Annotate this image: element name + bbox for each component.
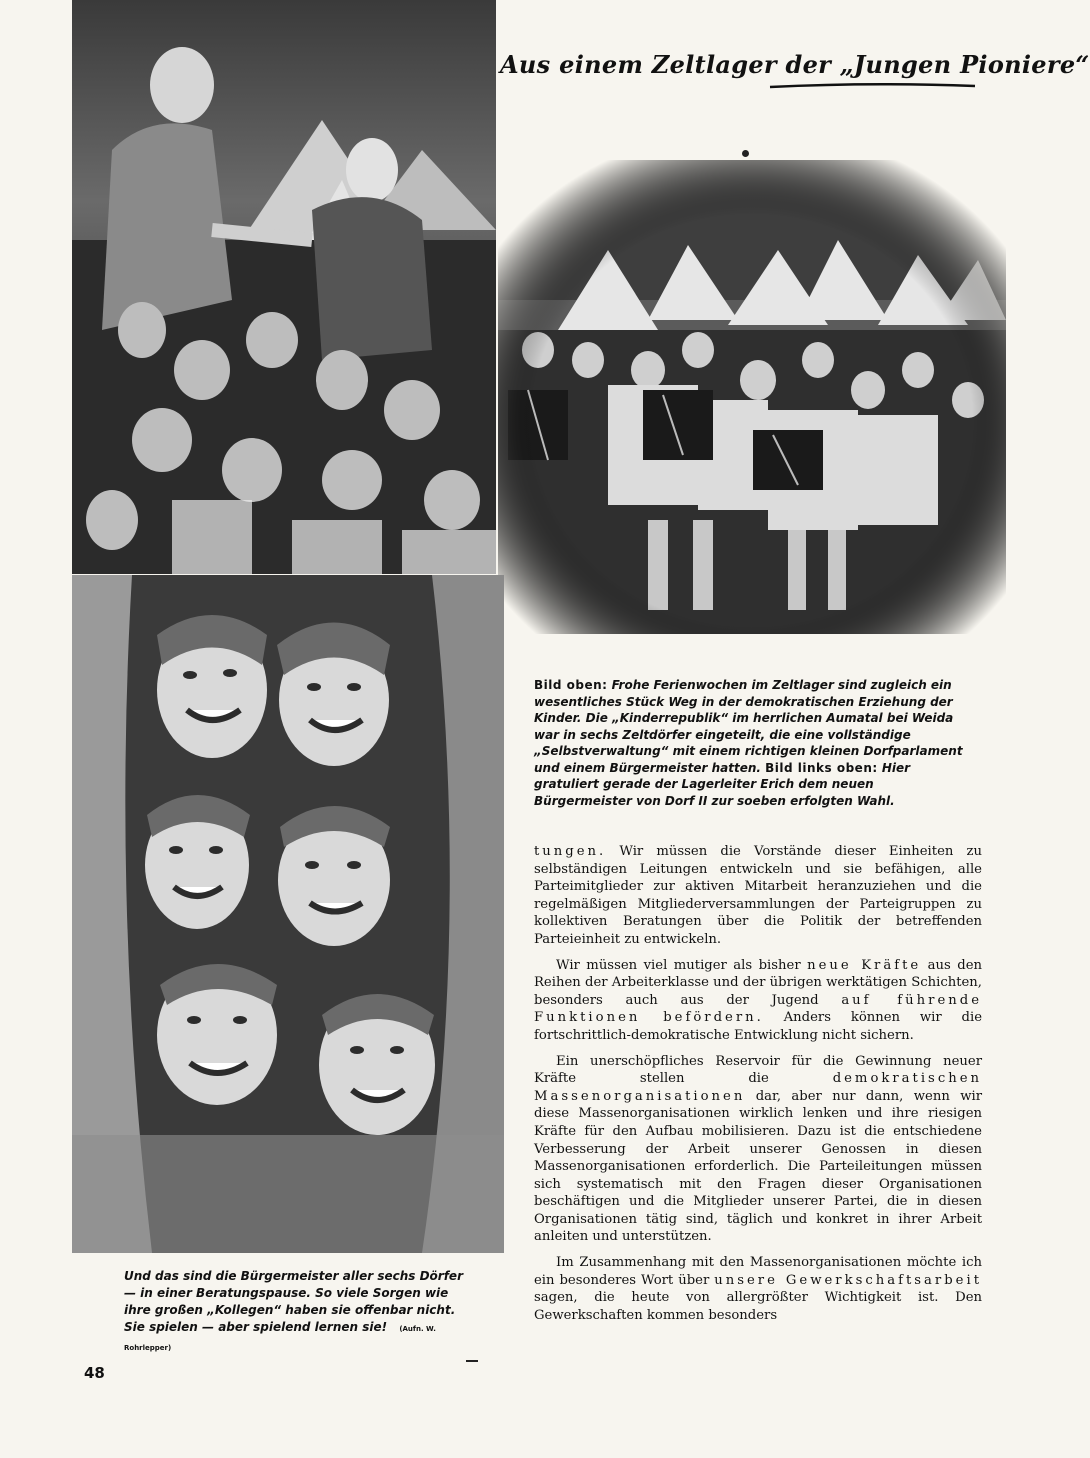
article-p2-b: aus den Reihen der Arbeiterklasse und der übrigen werktätigen Schichten, besonders auch aus der Jugend — [534, 957, 983, 1008]
photo-credit: (Aufn. W. Rohrlepper) — [124, 1325, 436, 1352]
article-p4-b: sagen, die heute von allergrößter Wichtigkeit ist. Den Gewerkschaften kommen besonders — [534, 1290, 982, 1323]
photo-children-in-tent — [72, 575, 504, 1253]
page-heading: Aus einem Zeltlager der „Jungen Pioniere“ — [500, 50, 1090, 79]
article-paragraph-4 — [534, 1254, 982, 1324]
page-number: 48 — [84, 1364, 105, 1382]
caption-photo-top — [534, 677, 974, 809]
article-paragraph-2 — [534, 957, 982, 1045]
caption-label-bild-oben: Bild oben: — [534, 678, 608, 692]
article-p1-text: Wir müssen die Vorstände dieser Einheiten zu selbständigen Leitungen entwickeln und sie befähigen, alle Parteimitglieder zur aktiven Mitarbeit heranzuziehen und die regelmäßigen Mitgliederversammlungen der Parteigruppen zu kollektiven Beratungen über die Politik der betreffenden Parteieinheit zu entwickeln. — [534, 844, 982, 947]
article-p3-b: dar, aber nur dann, wenn wir diese Massenorganisationen wirklich lenken und ihre riesigen Kräfte für den Aufbau mobilisieren. Dazu ist die entschiedene Verbesserung der Arbeit unserer Genossen in diesen Massenorganisationen erforderlich. Die Parteileitungen müssen sich systematisch mit den Fragen dieser Organisationen beschäftigen und die Mitglieder unserer Partei, die in diesen Organisationen tätig sind, täglich und konkret in ihrer Arbeit anleiten und unterstützen. — [534, 1088, 982, 1245]
caption-text-buergermeister: Und das sind die Bürgermeister aller sechs Dörfer — in einer Beratungspause. So viele Sorgen wie ihre großen „Kollegen“ haben sie offenbar nicht. Sie spielen — aber spielend lernen sie! — [124, 1269, 463, 1334]
article-paragraph-3 — [534, 1053, 982, 1247]
article-p2-a: Wir müssen viel mutiger als bisher — [556, 957, 808, 973]
article-body — [534, 843, 982, 1332]
article-p4-a: Im Zusammenhang mit den Massenorganisationen möchte ich ein besonderes Wort über — [534, 1255, 982, 1288]
caption-photo-bottom-left — [124, 1268, 474, 1357]
article-p2-c: Anders können wir die fortschrittlich-demokratische Entwicklung nicht sichern. — [534, 1010, 982, 1043]
ink-dot — [742, 150, 749, 157]
caption-text-bild-oben: Frohe Ferienwochen im Zeltlager sind zugleich ein wesentliches Stück Weg in der demokratischen Erziehung der Kinder. Die „Kinderrepublik“ im herrlichen Aumatal bei Weida war in sechs Zeltdörfer eingeteilt, die eine vollständige „Selbstverwaltung“ mit einem richtigen kleinen Dorfparlament und einem Bürgermeister hatten. — [534, 678, 963, 775]
article-p2-spaced-1: neue Kräfte — [807, 957, 922, 973]
article-p1-spaced: tungen. — [534, 844, 607, 859]
article-p3-a: Ein unerschöpfliches Reservoir für die Gewinnung neuer Kräfte stellen die — [534, 1053, 982, 1087]
caption-label-bild-links-oben: Bild links oben: — [765, 760, 878, 775]
caption-text-bild-links-oben: Hier gratuliert gerade der Lagerleiter Erich dem neuen Bürgermeister von Dorf II zur soeben erfolgten Wahl. — [534, 760, 911, 808]
article-p4-spaced: unsere Gewerkschaftsarbeit — [714, 1272, 982, 1288]
photo-accordion-parade — [498, 160, 1006, 634]
ink-dash — [466, 1360, 478, 1362]
article-p3-spaced: demokratischen Massenorganisationen — [534, 1071, 982, 1104]
article-paragraph-1 — [534, 843, 982, 949]
article-p2-spaced-2: auf führende Funktionen befördern. — [534, 992, 982, 1026]
photo-handshake — [72, 0, 496, 574]
heading-underline — [770, 82, 975, 90]
